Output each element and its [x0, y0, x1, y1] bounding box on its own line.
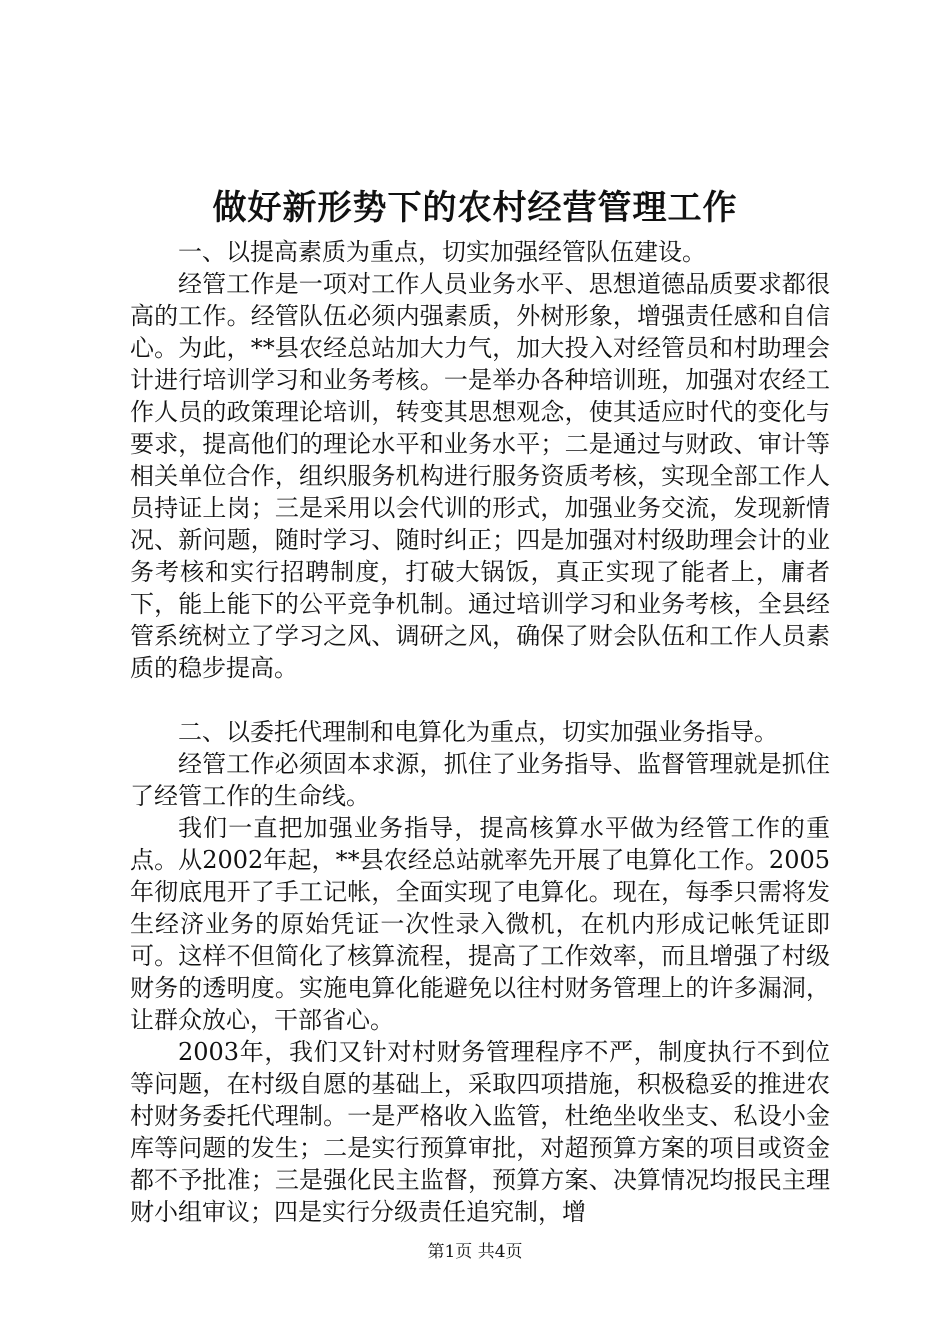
paragraph-4: 2003年，我们又针对村财务管理程序不严，制度执行不到位等问题，在村级自愿的基础上，采取四项措施，积极稳妥的推进农村财务委托代理制。一是严格收入监管，杜绝坐收坐支、私设小金库等问题的发生；二是实行预算审批，对超预算方案的项目或资金都不予批准；三是强化民主监督，预算方案、决算情况均报民主理财小组审议；四是实行分级责任追究制，增	[130, 1038, 830, 1226]
document-title: 做好新形势下的农村经营管理工作	[212, 188, 738, 228]
section-heading-1: 一、以提高素质为重点，切实加强经管队伍建设。	[178, 238, 706, 266]
document-body	[130, 236, 830, 1228]
paragraph-1: 经管工作是一项对工作人员业务水平、思想道德品质要求都很高的工作。经管队伍必须内强素质，外树形象，增强责任感和自信心。为此，**县农经总站加大力气，加大投入对经管员和村助理会计进行培训学习和业务考核。一是举办各种培训班，加强对农经工作人员的政策理论培训，转变其思想观念，使其适应时代的变化与要求，提高他们的理论水平和业务水平；二是通过与财政、审计等相关单位合作，组织服务机构进行服务资质考核，实现全部工作人员持证上岗；三是采用以会代训的形式，加强业务交流，发现新情况、新问题，随时学习、随时纠正；四是加强对村级助理会计的业务考核和实行招聘制度，打破大锅饭，真正实现了能者上，庸者下，能上能下的公平竞争机制。通过培训学习和业务考核，全县经管系统树立了学习之风、调研之风，确保了财会队伍和工作人员素质的稳步提高。	[130, 270, 830, 682]
section-heading-2: 二、以委托代理制和电算化为重点，切实加强业务指导。	[178, 718, 778, 746]
page-number-footer: 第1页 共4页	[427, 1242, 523, 1262]
paragraph-3: 我们一直把加强业务指导，提高核算水平做为经管工作的重点。从2002年起，**县农经总站就率先开展了电算化工作。2005年彻底甩开了手工记帐，全面实现了电算化。现在，每季只需将发生经济业务的原始凭证一次性录入微机，在机内形成记帐凭证即可。这样不但简化了核算流程，提高了工作效率，而且增强了村级财务的透明度。实施电算化能避免以往村财务管理上的许多漏洞，让群众放心，干部省心。	[130, 814, 830, 1034]
paragraph-2: 经管工作必须固本求源，抓住了业务指导、监督管理就是抓住了经管工作的生命线。	[130, 750, 830, 810]
